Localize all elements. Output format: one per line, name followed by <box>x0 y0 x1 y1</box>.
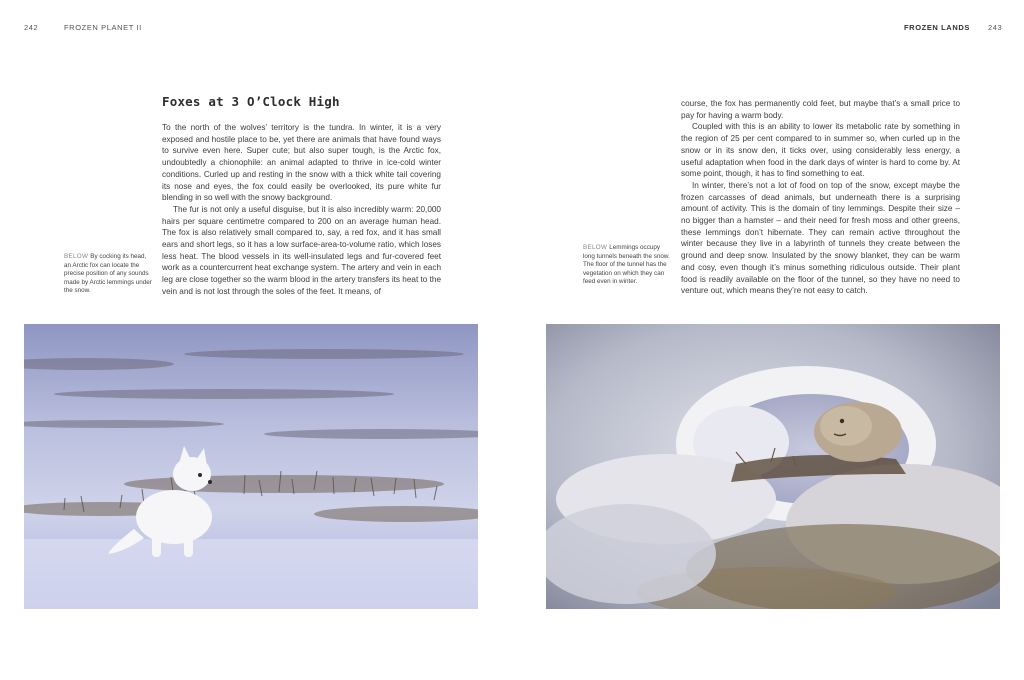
lemming-photo <box>546 324 1000 609</box>
body-column-left <box>162 122 441 298</box>
right-running-title-text: FROZEN LANDS <box>904 23 970 32</box>
left-caption <box>64 253 152 296</box>
body-paragraph: The fur is not only a useful disguise, but it is also incredibly warm: 20,000 hairs per square centimetre compared to 200 on an average human head. The fox is also relatively small compared to, say, a red fox, and it has small ears and short legs, so it has a low surface-area-to-volume ratio, which loses less heat. The blood vessels in its well-insulated legs and fur-covered feet work as a countercurrent heat exchange system. The artery and vein in each leg are close together so the warm blood in the artery transfers its heat to the vein and is not lost through the soles of the feet. It means, of <box>162 204 441 296</box>
body-paragraph: course, the fox has permanently cold feet, but maybe that’s a small price to pay for having a warm body. <box>681 99 960 120</box>
caption-text: By cocking its head, an Arctic fox can locate the precise position of any sounds made by Arctic lemmings under the snow. <box>64 253 152 295</box>
body-column-right <box>681 98 960 297</box>
arctic-fox-photo <box>24 324 478 609</box>
left-running-title: FROZEN PLANET II <box>64 23 142 32</box>
body-paragraph: Coupled with this is an ability to lower its metabolic rate by something in the region of 25 per cent compared to in summer so, when curled up in the snow or in its snow den, it ticks over, using considerably less energy, a useful adaptation when food in the dark days of winter is hard to come by. At some point, though, it has to find something to eat. <box>681 122 960 179</box>
article-heading: Foxes at 3 O’Clock High <box>162 94 340 109</box>
right-page-number: 243 <box>988 23 1003 32</box>
right-running-title <box>904 23 970 32</box>
body-paragraph: In winter, there’s not a lot of food on top of the snow, except maybe the frozen carcasses of dead animals, but underneath there is a surprising amount of activity. This is the domain of tiny lemmings. Despite their size – no bigger than a hamster – and their need for fresh moss and other greens, these lemmings don’t hibernate. They can remain active throughout the winter because they live in a labyrinth of tunnels they create between the ground and deep snow. Insulated by the snowy blanket, they can be warm and cosy, even though it’s minus something ridiculous outside. Their plant food is readily available on the floor of the tunnel, so they have no need to venture out, which means they’re not easy to catch. <box>681 180 960 296</box>
body-paragraph: To the north of the wolves’ territory is the tundra. In winter, it is a very exposed and hostile place to be, yet there are animals that have found ways to survive even here. Super cute; but also super tough, is the Arctic fox, undoubtedly a chionophile: an animal adapted to thrive in ice-cold winter conditions. Curled up and resting in the snow with a thick white tail covering its nose and eyes, the fox could easily be overlooked, its pure white fur blending in so well with the snowy background. <box>162 123 441 203</box>
caption-label: BELOW <box>583 244 608 251</box>
right-caption <box>583 244 671 287</box>
caption-label: BELOW <box>64 253 89 260</box>
left-page-number: 242 <box>24 23 39 32</box>
caption-text: Lemmings occupy long tunnels beneath the snow. The floor of the tunnel has the vegetation on which they can feed even in winter. <box>583 244 670 286</box>
